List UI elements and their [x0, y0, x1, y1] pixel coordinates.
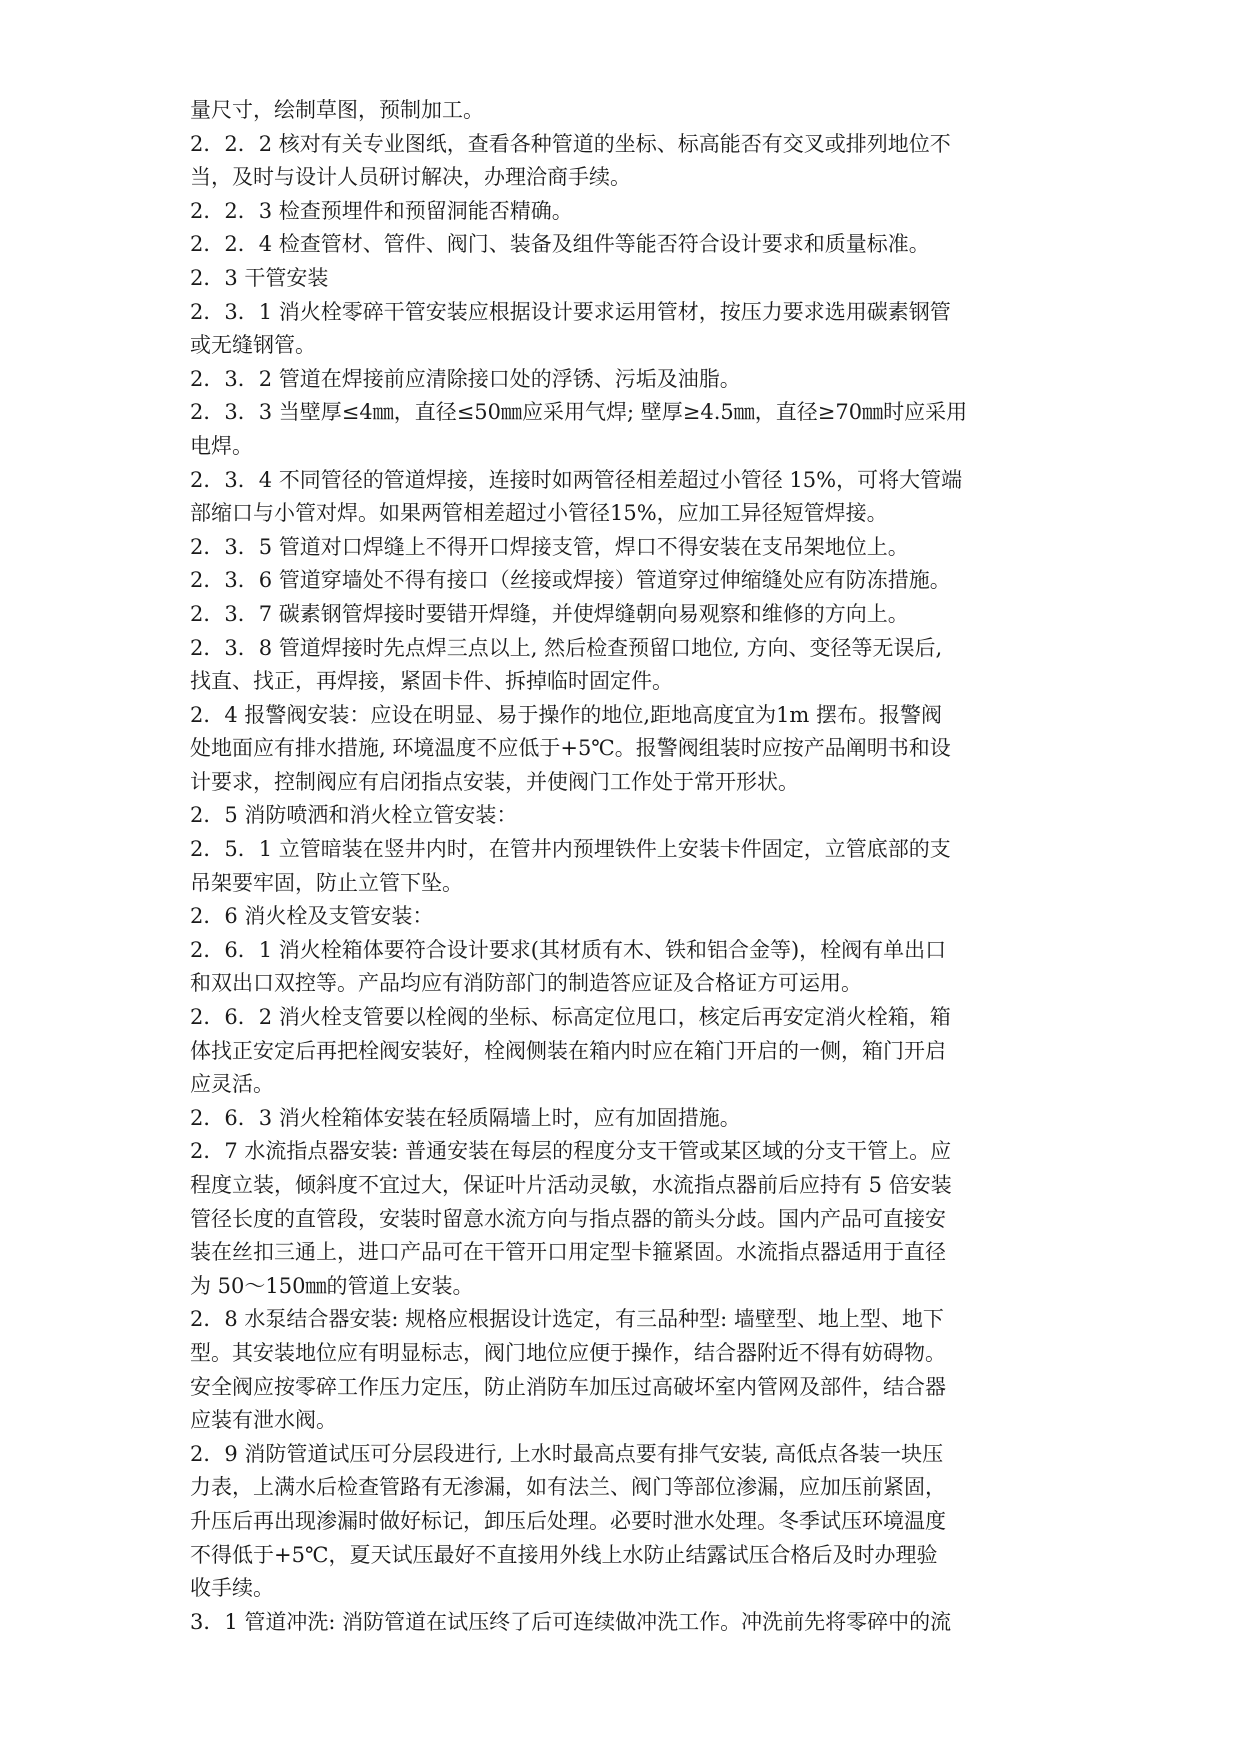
text-line: 2．6．2 消火栓支管要以栓阀的坐标、标高定位甩口，核定后再安定消火栓箱，箱 [190, 1005, 951, 1030]
text-line: 应灵活。 [190, 1072, 274, 1097]
text-line: 管径长度的直管段，安装时留意水流方向与指点器的箭头分歧。国内产品可直接安 [190, 1206, 946, 1231]
text-line: 型。其安装地位应有明显标志，阀门地位应便于操作，结合器附近不得有妨碍物。 [190, 1340, 946, 1365]
text-line: 或无缝钢管。 [190, 333, 316, 358]
text-line: 3．1 管道冲洗: 消防管道在试压终了后可连续做冲洗工作。冲洗前先将零碎中的流 [190, 1609, 952, 1634]
text-line: 找直、找正，再焊接，紧固卡件、拆掉临时固定件。 [190, 669, 673, 694]
text-line: 2．3．6 管道穿墙处不得有接口（丝接或焊接）管道穿过伸缩缝处应有防冻措施。 [190, 568, 951, 593]
text-line: 2．7 水流指点器安装: 普通安装在每层的程度分支干管或某区域的分支干管上。应 [190, 1139, 952, 1164]
text-line: 不得低于+5℃，夏天试压最好不直接用外线上水防止结露试压合格后及时办理验 [190, 1542, 938, 1567]
text-line: 2．6．3 消火栓箱体安装在轻质隔墙上时，应有加固措施。 [190, 1105, 741, 1130]
text-line: 2．9 消防管道试压可分层段进行, 上水时最高点要有排气安装, 高低点各装一块压 [190, 1441, 944, 1466]
text-line: 电焊。 [190, 433, 253, 458]
document-body [190, 94, 1080, 1639]
text-line: 2．6 消火栓及支管安装： [190, 904, 434, 929]
text-line: 为 50～150㎜的管道上安装。 [190, 1273, 474, 1298]
text-line: 体找正安定后再把栓阀安装好，栓阀侧装在箱内时应在箱门开启的一侧，箱门开启 [190, 1038, 946, 1063]
text-line: 2．3．5 管道对口焊缝上不得开口焊接支管，焊口不得安装在支吊架地位上。 [190, 534, 909, 559]
text-line: 处地面应有排水措施, 环境温度不应低于+5℃。报警阀组装时应按产品阐明书和设 [190, 736, 951, 761]
text-line: 2．3 干管安装 [190, 265, 329, 290]
text-line: 2．6．1 消火栓箱体要符合设计要求(其材质有木、铁和铝合金等)，栓阀有单出口 [190, 937, 947, 962]
text-line: 升压后再出现渗漏时做好标记，卸压后处理。必要时泄水处理。冬季试压环境温度 [190, 1508, 946, 1533]
text-line: 2．8 水泵结合器安装: 规格应根据设计选定，有三品种型: 墙壁型、地上型、地下 [190, 1307, 944, 1332]
text-line: 程度立装，倾斜度不宜过大，保证叶片活动灵敏，水流指点器前后应持有 5 倍安装 [190, 1173, 952, 1197]
text-line: 2．3．1 消火栓零碎干管安装应根据设计要求运用管材，按压力要求选用碳素钢管 [190, 299, 951, 324]
text-line: 2．2．2 核对有关专业图纸，查看各种管道的坐标、标高能否有交叉或排列地位不 [190, 131, 951, 156]
text-line: 2．3．3 当壁厚≤4㎜，直径≤50㎜应采用气焊; 壁厚≥4.5㎜，直径≥70㎜时应采用 [190, 400, 968, 425]
text-line: 当，及时与设计人员研讨解决，办理洽商手续。 [190, 165, 631, 190]
text-line: 2．3．7 碳素钢管焊接时要错开焊缝，并使焊缝朝向易观察和维修的方向上。 [190, 601, 909, 626]
text-line: 收手续。 [190, 1576, 274, 1601]
text-line: 2．3．2 管道在焊接前应清除接口处的浮锈、污垢及油脂。 [190, 366, 741, 391]
text-line: 2．3．4 不同管径的管道焊接，连接时如两管径相差超过小管径 15%，可将大管端 [190, 467, 963, 492]
text-line: 2．3．8 管道焊接时先点焊三点以上, 然后检查预留口地位, 方向、变径等无误后, [190, 635, 943, 660]
text-line: 吊架要牢固，防止立管下坠。 [190, 870, 463, 895]
text-line: 量尺寸，绘制草图，预制加工。 [190, 98, 484, 122]
text-line: 2．4 报警阀安装：应设在明显、易于操作的地位,距地高度宜为1m 摆布。报警阀 [190, 702, 943, 727]
text-line: 应装有泄水阀。 [190, 1408, 337, 1433]
text-line: 和双出口双控等。产品均应有消防部门的制造答应证及合格证方可运用。 [190, 971, 862, 996]
text-line: 2．2．3 检查预埋件和预留洞能否精确。 [190, 198, 573, 223]
text-line: 力表，上满水后检查管路有无渗漏，如有法兰、阀门等部位渗漏，应加压前紧固， [190, 1475, 946, 1500]
text-line: 2．5 消防喷洒和消火栓立管安装： [190, 803, 518, 828]
text-line: 2．5．1 立管暗装在竖井内时，在管井内预埋铁件上安装卡件固定，立管底部的支 [190, 837, 951, 862]
text-line: 计要求，控制阀应有启闭指点安装，并使阀门工作处于常开形状。 [190, 769, 799, 794]
text-line: 2．2．4 检查管材、管件、阀门、装备及组件等能否符合设计要求和质量标准。 [190, 232, 930, 257]
text-line: 部缩口与小管对焊。如果两管相差超过小管径15%，应加工异径短管焊接。 [190, 501, 888, 526]
text-line: 安全阀应按零碎工作压力定压，防止消防车加压过高破坏室内管网及部件，结合器 [190, 1374, 946, 1399]
text-line: 装在丝扣三通上，进口产品可在干管开口用定型卡箍紧固。水流指点器适用于直径 [190, 1240, 946, 1265]
